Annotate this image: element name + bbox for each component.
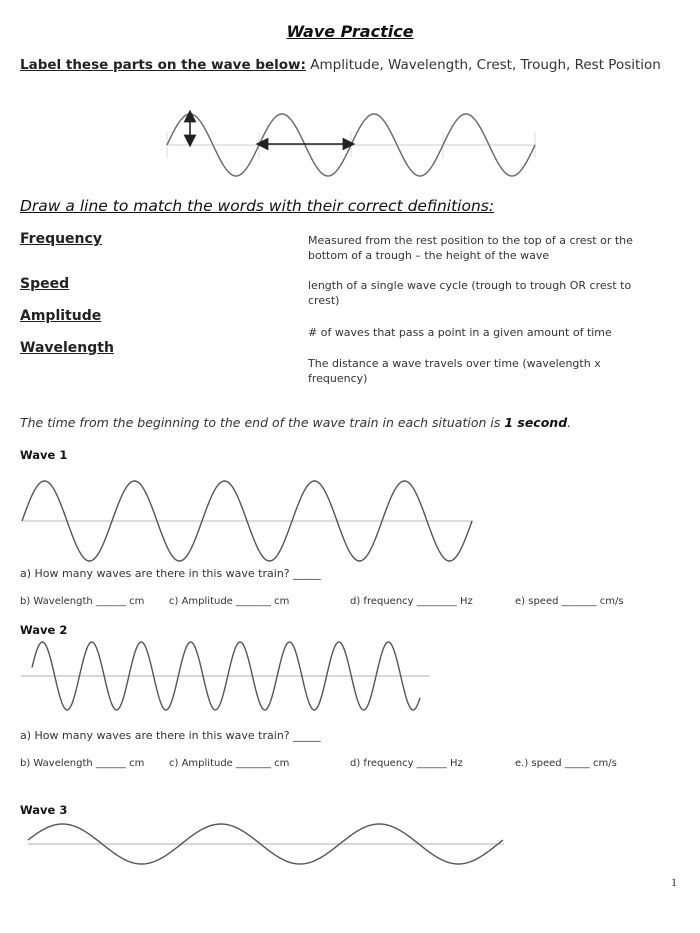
term-amplitude: Amplitude	[20, 308, 102, 324]
page-number: 1	[671, 875, 677, 889]
wave-1-question-d[interactable]: d) frequency ________ Hz	[350, 596, 473, 607]
wave-2-question-b[interactable]: b) Wavelength ______ cm	[20, 758, 145, 769]
term-wavelength: Wavelength	[20, 340, 114, 356]
wave-2-question-a[interactable]: a) How many waves are there in this wave train? _____	[20, 729, 321, 742]
definition-wavelength: length of a single wave cycle (trough to trough OR crest to crest)	[308, 279, 632, 307]
label-instruction-lead: Label these parts on the wave below:	[20, 57, 306, 73]
wave-2-question-c[interactable]: c) Amplitude _______ cm	[169, 758, 290, 769]
wave-3-label: Wave 3	[20, 803, 68, 817]
label-instruction-parts: Amplitude, Wavelength, Crest, Trough, Rest Position	[310, 57, 661, 73]
definition-amplitude: Measured from the rest position to the top of a crest or the bottom of a trough – the height of the wave	[308, 234, 633, 262]
wave-1-graphic	[22, 481, 473, 561]
wave-1-question-e[interactable]: e) speed _______ cm/s	[515, 596, 624, 607]
page-title: Wave Practice	[286, 22, 414, 41]
labeled-wave-diagram	[166, 114, 536, 176]
definition-frequency: # of waves that pass a point in a given amount of time	[308, 326, 612, 339]
wave-2-graphic	[21, 642, 430, 710]
term-frequency: Frequency	[20, 231, 102, 247]
time-note-emphasis: 1 second	[504, 415, 568, 430]
wave-2-question-d[interactable]: d) frequency ______ Hz	[350, 758, 463, 769]
wave-2-label: Wave 2	[20, 623, 68, 637]
term-speed: Speed	[20, 276, 70, 292]
time-note: The time from the beginning to the end of the wave train in each situation is 1 second.	[20, 415, 572, 430]
wave-1-label: Wave 1	[20, 448, 68, 462]
wave-3-graphic	[28, 824, 504, 864]
definition-speed: The distance a wave travels over time (wavelength x frequency)	[308, 357, 601, 385]
matching-heading: Draw a line to match the words with their correct definitions:	[20, 197, 495, 215]
wave-2-question-e[interactable]: e.) speed _____ cm/s	[515, 758, 617, 769]
wave-1-question-c[interactable]: c) Amplitude _______ cm	[169, 596, 290, 607]
wave-1-question-b[interactable]: b) Wavelength ______ cm	[20, 596, 145, 607]
wave-1-question-a[interactable]: a) How many waves are there in this wave train? _____	[20, 567, 321, 580]
